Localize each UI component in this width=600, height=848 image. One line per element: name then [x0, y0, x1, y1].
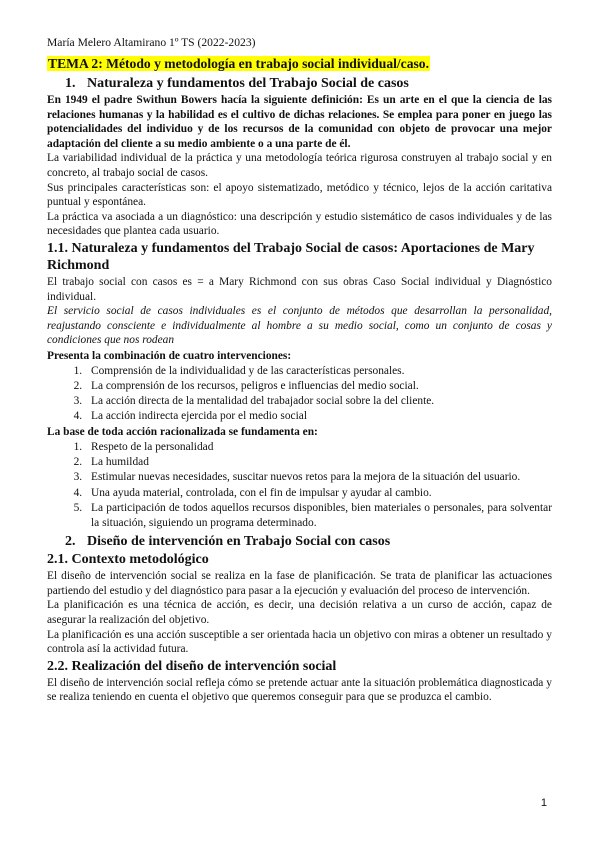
paragraph: La práctica va asociada a un diagnóstico: una descripción y estudio sistemático de casos individuales y de las necesidades que plantea cada usuario. [47, 210, 552, 238]
interventions-list [47, 364, 552, 425]
bowers-definition: En 1949 el padre Swithun Bowers hacía la siguiente definición: Es un arte en el que la ciencia de las relaciones humanas y la habilidad es el cultivo de dichas relaciones. Se emplea para poner en juego las potencialidades del individuo y de los recursos de la comunidad con objeto de provocar una mejor adaptación del cliente a su medio ambiente o a una parte de él. [47, 94, 552, 150]
richmond-quote: El servicio social de casos individuales es el conjunto de métodos que desarrollan la personalidad, reajustando consciente e individualmente al hombre a su medio social, como un conjunto de cosas y condiciones que nos rodean [47, 305, 552, 347]
list-item: 5. La participación de todos aquellos recursos disponibles, bien materiales o personales, para solventar la situación, siguiendo un programa determinado. [85, 501, 552, 531]
list-item: 1. Comprensión de la individualidad y de las características personales. [85, 364, 552, 379]
section-2-heading: 2. Diseño de intervención en Trabajo Social con casos [65, 534, 391, 550]
paragraph: Sus principales características son: el apoyo sistematizado, metódico y técnico, lejos de la acción caritativa puntual y espontánea. [47, 181, 552, 209]
section-1-1-heading: 1.1. Naturaleza y fundamentos del Trabajo Social de casos: Aportaciones de Mary Richmond [47, 240, 535, 273]
list-item: 3. La acción directa de la mentalidad del trabajador social sobre la del cliente. [85, 394, 552, 409]
tema-title: TEMA 2: Método y metodología en trabajo social individual/caso. [48, 56, 430, 71]
paragraph: La variabilidad individual de la práctica y una metodología teórica rigurosa construyen al trabajo social y en concreto, al trabajo social de casos. [47, 152, 552, 179]
list-item: 2. La comprensión de los recursos, peligros e influencias del medio social. [85, 379, 552, 394]
paragraph: El diseño de intervención social se realiza en la fase de planificación. Se trata de planificar las actuaciones partiendo del estudio y del diagnóstico para pasar a la ejecución y evaluación del proceso de intervención. [47, 570, 552, 597]
page-number: 1 [540, 797, 547, 809]
page-content [47, 36, 552, 705]
author-header: María Melero Altamirano 1º TS (2022-2023) [47, 36, 256, 49]
base-label: La base de toda acción racionalizada se fundamenta en: [47, 426, 318, 439]
section-2-1-heading: 2.1. Contexto metodológico [47, 552, 209, 568]
paragraph: El trabajo social con casos es = a Mary Richmond con sus obras Caso Social individual y Diagnóstico individual. [47, 275, 552, 303]
list-item: 4. Una ayuda material, controlada, con el fin de impulsar y ayudar al cambio. [85, 486, 552, 501]
paragraph: La planificación es una técnica de acción, es decir, una decisión relativa a un curso de acción, capaz de asegurar la realización del objetivo. [47, 599, 552, 626]
list-item: 3. Estimular nuevas necesidades, suscitar nuevos retos para la mejora de la situación del usuario. [85, 470, 552, 485]
section-1-heading: 1. Naturaleza y fundamentos del Trabajo Social de casos [65, 76, 409, 91]
paragraph: La planificación es una acción susceptible a ser orientada hacia un objetivo con miras a obtener un resultado y controla así la actividad futura. [47, 628, 552, 656]
interventions-label: Presenta la combinación de cuatro intervenciones: [47, 349, 292, 362]
list-item: 1. Respeto de la personalidad [85, 440, 552, 455]
paragraph: El diseño de intervención social refleja cómo se pretende actuar ante la situación problemática diagnosticada y se realiza teniendo en cuenta el objetivo que queremos conseguir para que se produzca el cambio. [47, 676, 552, 704]
list-item: 2. La humildad [85, 455, 552, 470]
list-item: 4. La acción indirecta ejercida por el medio social [85, 409, 552, 424]
section-2-2-heading: 2.2. Realización del diseño de intervención social [47, 658, 337, 674]
base-list [47, 440, 552, 531]
